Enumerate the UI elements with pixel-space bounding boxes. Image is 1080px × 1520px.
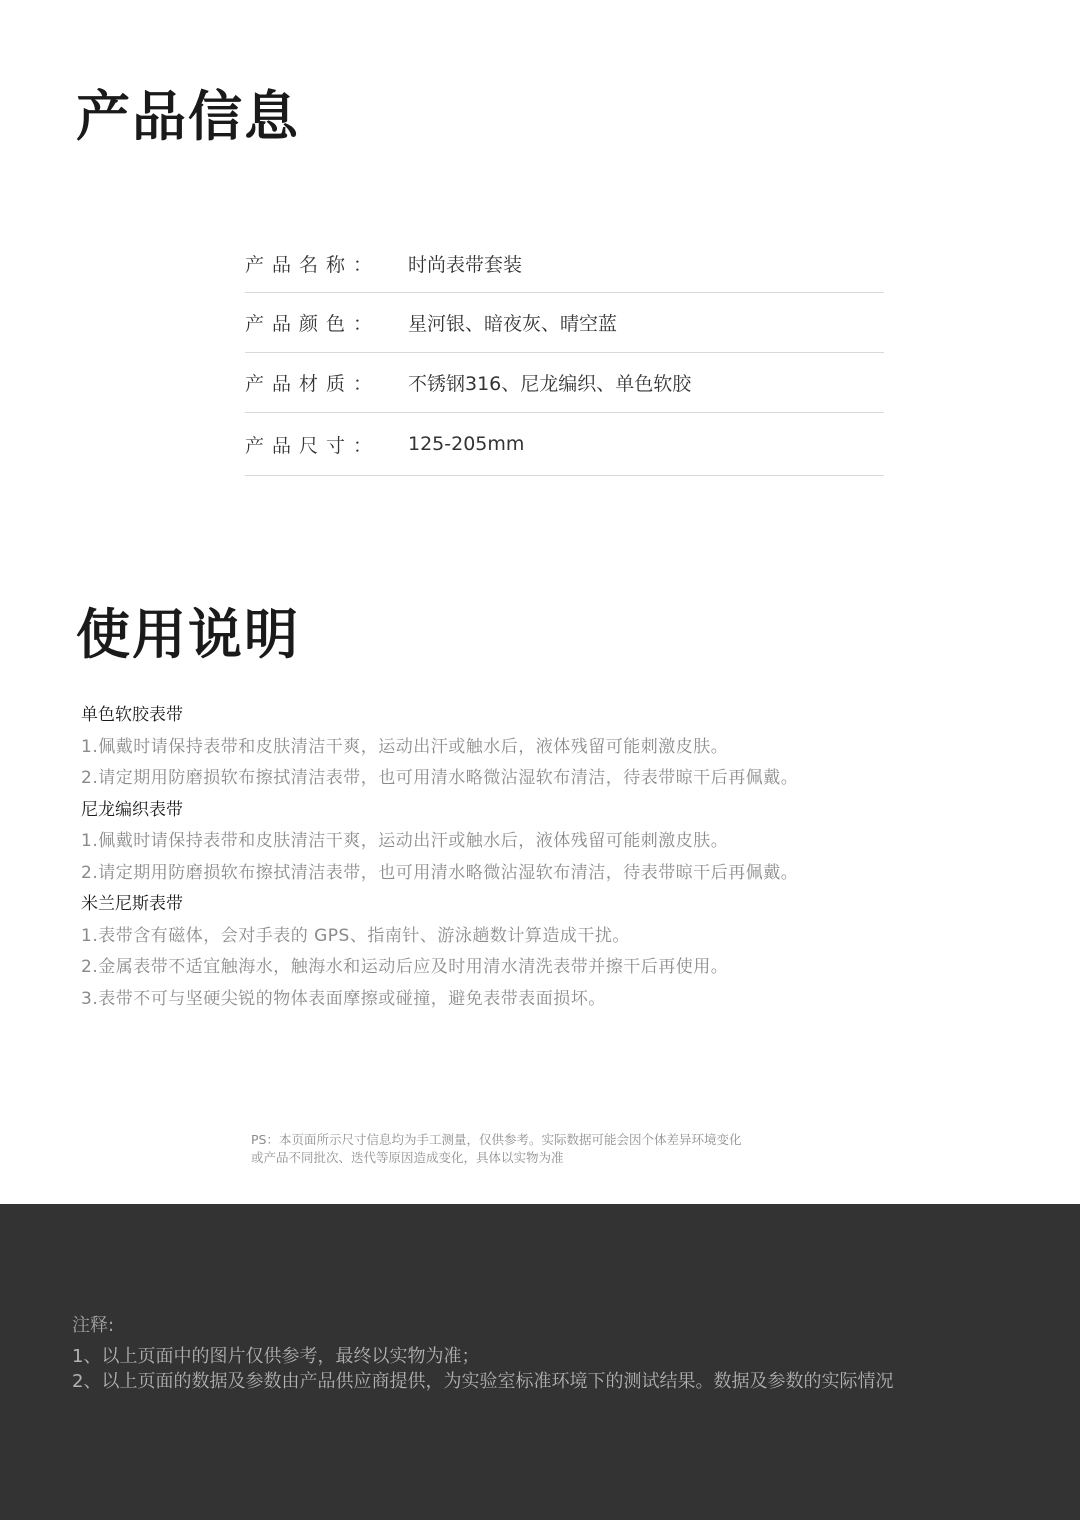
usage-item: 2.金属表带不适宜触海水，触海水和运动后应及时用清水清洗表带并擦干后再使用。 [81,957,729,977]
usage-item: 2.请定期用防磨损软布擦拭清洁表带，也可用清水略微沾湿软布清洁，待表带晾干后再佩戴。 [81,768,799,788]
usage-group-title: 尼龙编织表带 [81,799,183,820]
footer-notes-panel [0,1204,1080,1520]
notes-item: 2、以上页面的数据及参数由产品供应商提供，为实验室标准环境下的测试结果。数据及参数的实际情况 [72,1371,894,1392]
spec-label: 产品颜色： [245,313,381,335]
ps-line: 或产品不同批次、迭代等原因造成变化，具体以实物为准 [251,1150,564,1165]
notes-title: 注释: [72,1315,115,1336]
usage-item: 3.表带不可与坚硬尖锐的物体表面摩擦或碰撞，避免表带表面损坏。 [81,988,606,1009]
usage-group-title: 单色软胶表带 [81,705,183,725]
usage-item: 1.表带含有磁体，会对手表的 GPS、指南针、游泳趟数计算造成干扰。 [81,925,630,946]
spec-row-color [245,293,884,353]
product-spec-table [245,234,884,476]
ps-disclaimer [251,1131,741,1167]
notes-list [72,1344,893,1394]
spec-label: 产品材质： [245,373,381,395]
ps-line: PS：本页面所示尺寸信息均为手工测量，仅供参考。实际数据可能会因个体差异环境变化 [251,1132,742,1147]
usage-title: 使用说明 [76,603,300,666]
usage-instructions [81,700,1041,1015]
spec-label: 产品尺寸： [245,434,381,457]
spec-value: 时尚表带套装 [408,253,523,276]
spec-row-name [245,234,884,293]
notes-item: 1、以上页面中的图片仅供参考，最终以实物为准； [72,1346,480,1367]
spec-row-size [245,413,884,476]
usage-group-title: 米兰尼斯表带 [81,894,183,914]
spec-row-material [245,353,884,413]
spec-label: 产品名称： [245,253,381,276]
spec-value: 不锈钢316、尼龙编织、单色软胶 [408,373,692,395]
spec-value: 125-205mm [408,433,525,455]
spec-value: 星河银、暗夜灰、晴空蓝 [408,313,618,335]
usage-item: 2.请定期用防磨损软布擦拭清洁表带，也可用清水略微沾湿软布清洁，待表带晾干后再佩戴。 [81,862,799,883]
usage-item: 1.佩戴时请保持表带和皮肤清洁干爽，运动出汗或触水后，液体残留可能刺激皮肤。 [81,831,729,851]
usage-item: 1.佩戴时请保持表带和皮肤清洁干爽，运动出汗或触水后，液体残留可能刺激皮肤。 [81,736,729,757]
product-info-title: 产品信息 [76,85,300,148]
